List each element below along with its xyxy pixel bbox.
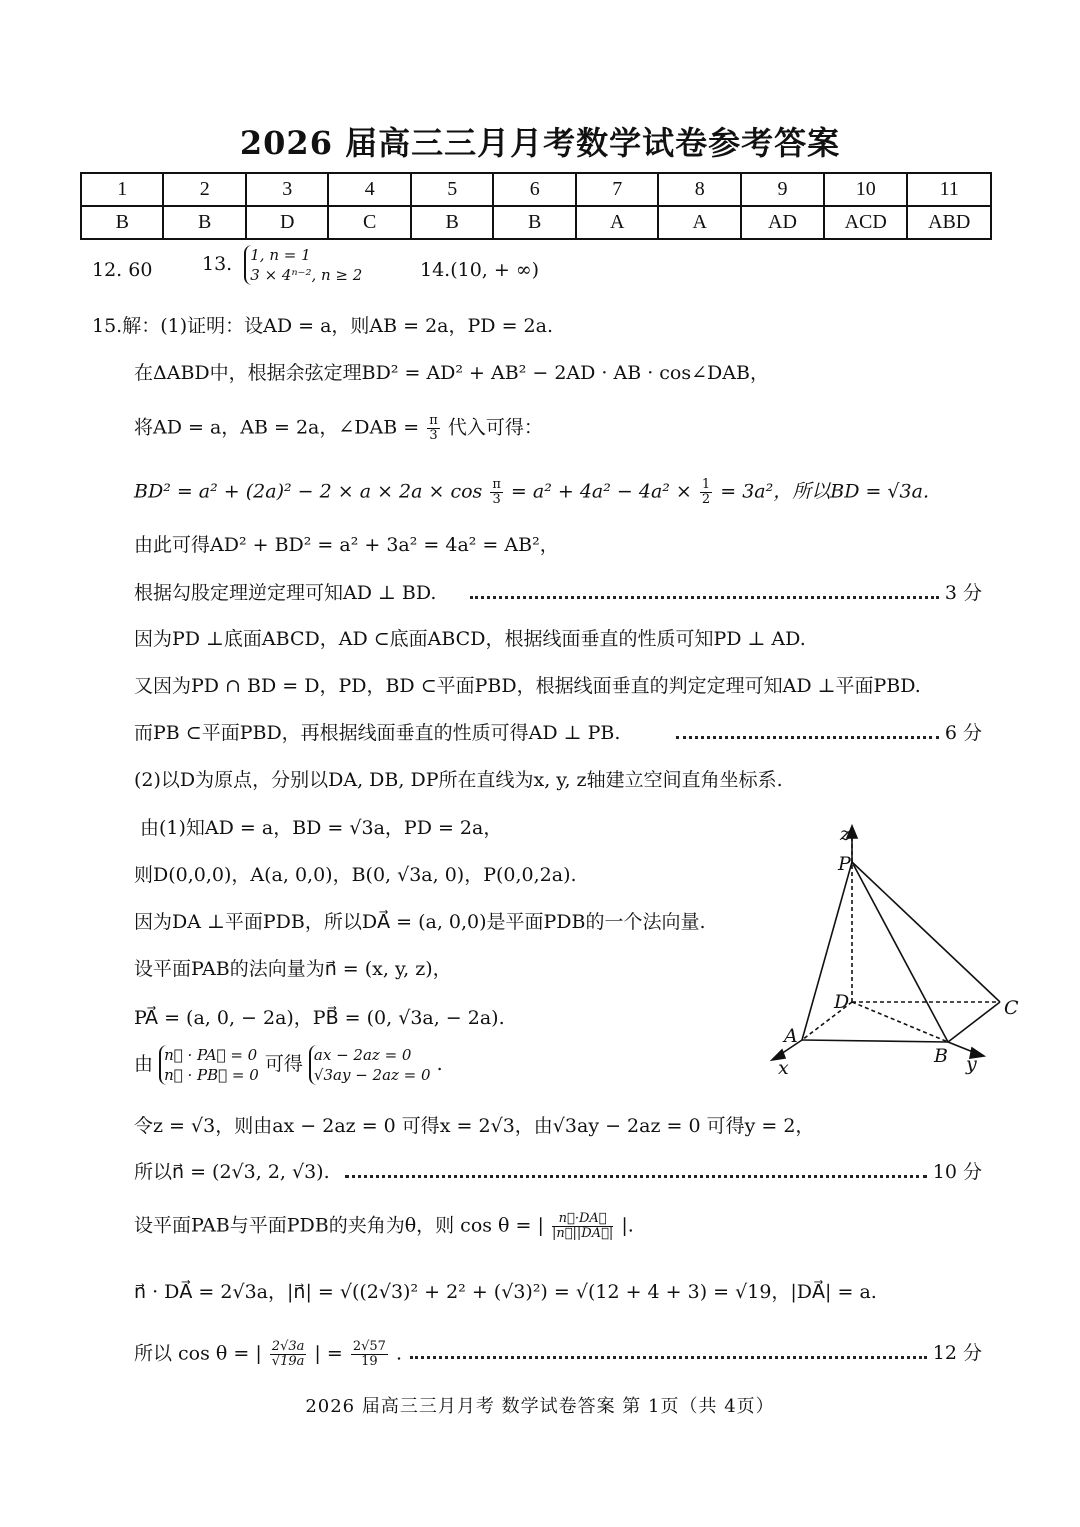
answer-table-answer: ABD: [907, 206, 991, 239]
ad-perp-pb-line: 而PB ⊂平面PBD，再根据线面垂直的性质可得AD ⊥ PB.: [134, 722, 621, 744]
substitute-text-end: 代入可得：: [447, 416, 543, 439]
magnitude-line: n⃗ · DA⃗ = 2√3a，|n⃗| = √((2√3)² + 2² + (√3)²) = √(12 + 4 + 3) = √19，|DA⃗| = a.: [134, 1281, 877, 1303]
fraction-cos-formula: [552, 1212, 613, 1241]
part2-setup-line: (2)以D为原点，分别以DA, DB, DP所在直线为x, y, z轴建立空间直角坐标系.: [134, 769, 783, 791]
answer-table-answer: B: [81, 206, 163, 239]
leader-dots: [410, 1355, 927, 1359]
eq-n-pb: n⃗ · PB⃗ = 0: [164, 1066, 259, 1084]
system-line: [134, 1045, 443, 1085]
edge-bc: [948, 1002, 1000, 1042]
q13-case-2: 3 × 4ⁿ⁻², n ≥ 2: [250, 266, 363, 284]
answer-table-answer: B: [411, 206, 493, 239]
coordinates-line: 则D(0,0,0)，A(a, 0,0)，B(0, √3a, 0)，P(0,0,2a).: [134, 864, 577, 886]
fraction-result-2: [351, 1340, 388, 1369]
frac-num: π: [429, 413, 438, 428]
q15-start: 15.解：(1)证明：设AD = a，则AB = 2a，PD = 2a.: [92, 315, 553, 337]
answer-table-answer: B: [163, 206, 245, 239]
system-end: .: [436, 1053, 443, 1075]
label-p: P: [838, 853, 851, 875]
angle-def-text: 设平面PAB与平面PDB的夹角为θ，则 cos θ = |: [134, 1214, 544, 1237]
leader-dots: [345, 1174, 927, 1178]
edge-db: [852, 1002, 948, 1042]
answer-table-number: 6: [493, 173, 575, 206]
frac-num: 1: [701, 477, 711, 492]
score-label: 6 分: [944, 722, 982, 744]
score-3: [470, 580, 982, 606]
answer-table-answer: A: [658, 206, 741, 239]
answer-table-number: 9: [741, 173, 824, 206]
leader-dots: [470, 595, 939, 599]
answer-table-answer-row: [81, 206, 991, 239]
substitute-text: 将AD = a，AB = 2a，∠DAB =: [134, 416, 420, 439]
label-x: x: [778, 1057, 789, 1079]
answer-table-number: 2: [163, 173, 245, 206]
page-title: 2026 届高三三月月考数学试卷参考答案: [239, 124, 841, 162]
pd-perp-line: 因为PD ⊥底面ABCD，AD ⊂底面ABCD，根据线面垂直的性质可知PD ⊥ AD.: [134, 628, 806, 650]
answer-table-answer: A: [576, 206, 659, 239]
result-text: 所以 cos θ = |: [134, 1342, 262, 1365]
q14-answer: 14.(10, + ∞): [420, 259, 540, 281]
label-z: z: [840, 823, 851, 845]
answer-table-answer: D: [246, 206, 329, 239]
edge-pb: [852, 862, 948, 1042]
answer-table-number: 7: [576, 173, 659, 206]
edge-ab: [802, 1040, 948, 1042]
answer-table-number: 3: [246, 173, 329, 206]
score-label: 12 分: [932, 1342, 982, 1364]
angle-def-end: |.: [621, 1214, 634, 1237]
lengths-line: 由(1)知AD = a，BD = √3a，PD = 2a，: [140, 817, 503, 839]
answer-table-answer: ACD: [824, 206, 907, 239]
frac-num: n⃗·DA⃗: [552, 1212, 613, 1227]
solve-line: 令z = √3，则由ax − 2az = 0 可得x = 2√3，由√3ay − 2az = 0 可得y = 2，: [134, 1115, 815, 1137]
answer-table-answer: B: [493, 206, 575, 239]
answer-table-number: 4: [328, 173, 410, 206]
system-you: 由: [134, 1053, 154, 1075]
answer-table-answer: AD: [741, 206, 824, 239]
label-a: A: [784, 1025, 798, 1047]
bd-squared-line: [134, 478, 929, 507]
q13-label: 13.: [202, 253, 233, 275]
system-dot-products: [159, 1045, 259, 1085]
answer-table-number-row: [81, 173, 991, 206]
substitute-line: [134, 414, 543, 443]
normal-n-line: 设平面PAB的法向量为n⃗ = (x, y, z)，: [134, 958, 452, 980]
leader-dots: [676, 735, 939, 739]
bd-expr-1: BD² = a² + (2a)² − 2 × a × 2a × cos: [134, 480, 483, 503]
q13-answer: [202, 245, 362, 285]
bd-expr-3: = 3a²，所以BD = √3a.: [720, 480, 929, 503]
q12-answer: 12. 60: [92, 259, 153, 281]
page-footer: 2026 届高三三月月考 数学试卷答案 第 1页（共 4页）: [305, 1396, 775, 1417]
label-b: B: [934, 1045, 948, 1067]
frac-den: |n⃗||DA⃗|: [551, 1226, 614, 1241]
fraction-pi-over-3: [427, 414, 440, 443]
frac-den: 2: [701, 492, 711, 507]
answer-table-answer: C: [328, 206, 410, 239]
score-12: [410, 1340, 982, 1366]
result-end: .: [396, 1342, 403, 1365]
system-linear: [309, 1045, 431, 1085]
edge-pa: [802, 862, 852, 1040]
ad-perp-bd-line: 根据勾股定理逆定理可知AD ⊥ BD.: [134, 582, 437, 604]
eq-n-pa: n⃗ · PA⃗ = 0: [164, 1046, 258, 1064]
bd-expr-2: = a² + 4a² − 4a² ×: [510, 480, 692, 503]
result-line: [134, 1340, 402, 1369]
system-kede: 可得: [264, 1053, 303, 1075]
frac-den: 3: [492, 492, 501, 507]
cosine-law-line: 在ΔABD中，根据余弦定理BD² = AD² + AB² − 2AD · AB · cos∠DAB，: [134, 362, 769, 384]
plane-pbd-line: 又因为PD ∩ BD = D，PD，BD ⊂平面PBD，根据线面垂直的判定定理可知AD ⊥平面PBD.: [134, 675, 921, 697]
label-y: y: [966, 1053, 977, 1075]
eq-linear-2: √3ay − 2az = 0: [313, 1066, 431, 1084]
pythagoras-line: 由此可得AD² + BD² = a² + 3a² = 4a² = AB²，: [134, 534, 559, 556]
score-10: [345, 1159, 982, 1185]
answer-table-number: 11: [907, 173, 991, 206]
angle-def-line: [134, 1212, 634, 1241]
frac-den: 3: [429, 428, 438, 443]
frac-num: 2√3a: [271, 1339, 305, 1354]
answer-table-number: 5: [411, 173, 493, 206]
frac-den: √19a: [271, 1354, 305, 1369]
q13-cases: [244, 245, 362, 285]
result-eq: | =: [314, 1342, 343, 1365]
normal-da-line: 因为DA ⊥平面PDB，所以DA⃗ = (a, 0,0)是平面PDB的一个法向量.: [134, 911, 706, 933]
score-label: 3 分: [944, 582, 982, 604]
score-6: [676, 720, 982, 746]
answer-table: [80, 172, 992, 240]
answer-table-number: 1: [81, 173, 163, 206]
frac-den: 19: [361, 1354, 378, 1369]
fraction-pi-over-3-b: [490, 478, 503, 507]
edge-pc: [852, 862, 1000, 1002]
score-label: 10 分: [932, 1161, 982, 1183]
n-vector-line: 所以n⃗ = (2√3, 2, √3).: [134, 1161, 330, 1183]
frac-num: π: [492, 477, 501, 492]
frac-num: 2√57: [352, 1339, 386, 1354]
label-c: C: [1004, 997, 1019, 1019]
q13-case-1: 1, n = 1: [250, 246, 311, 264]
vectors-line: PA⃗ = (a, 0, − 2a)，PB⃗ = (0, √3a, − 2a).: [134, 1007, 505, 1029]
eq-linear-1: ax − 2az = 0: [313, 1046, 412, 1064]
answer-table-number: 8: [658, 173, 741, 206]
answer-table-number: 10: [824, 173, 907, 206]
fraction-half: [700, 478, 712, 507]
label-d: D: [834, 991, 850, 1013]
pyramid-figure: [760, 820, 1040, 1080]
fraction-result-1: [270, 1340, 307, 1369]
